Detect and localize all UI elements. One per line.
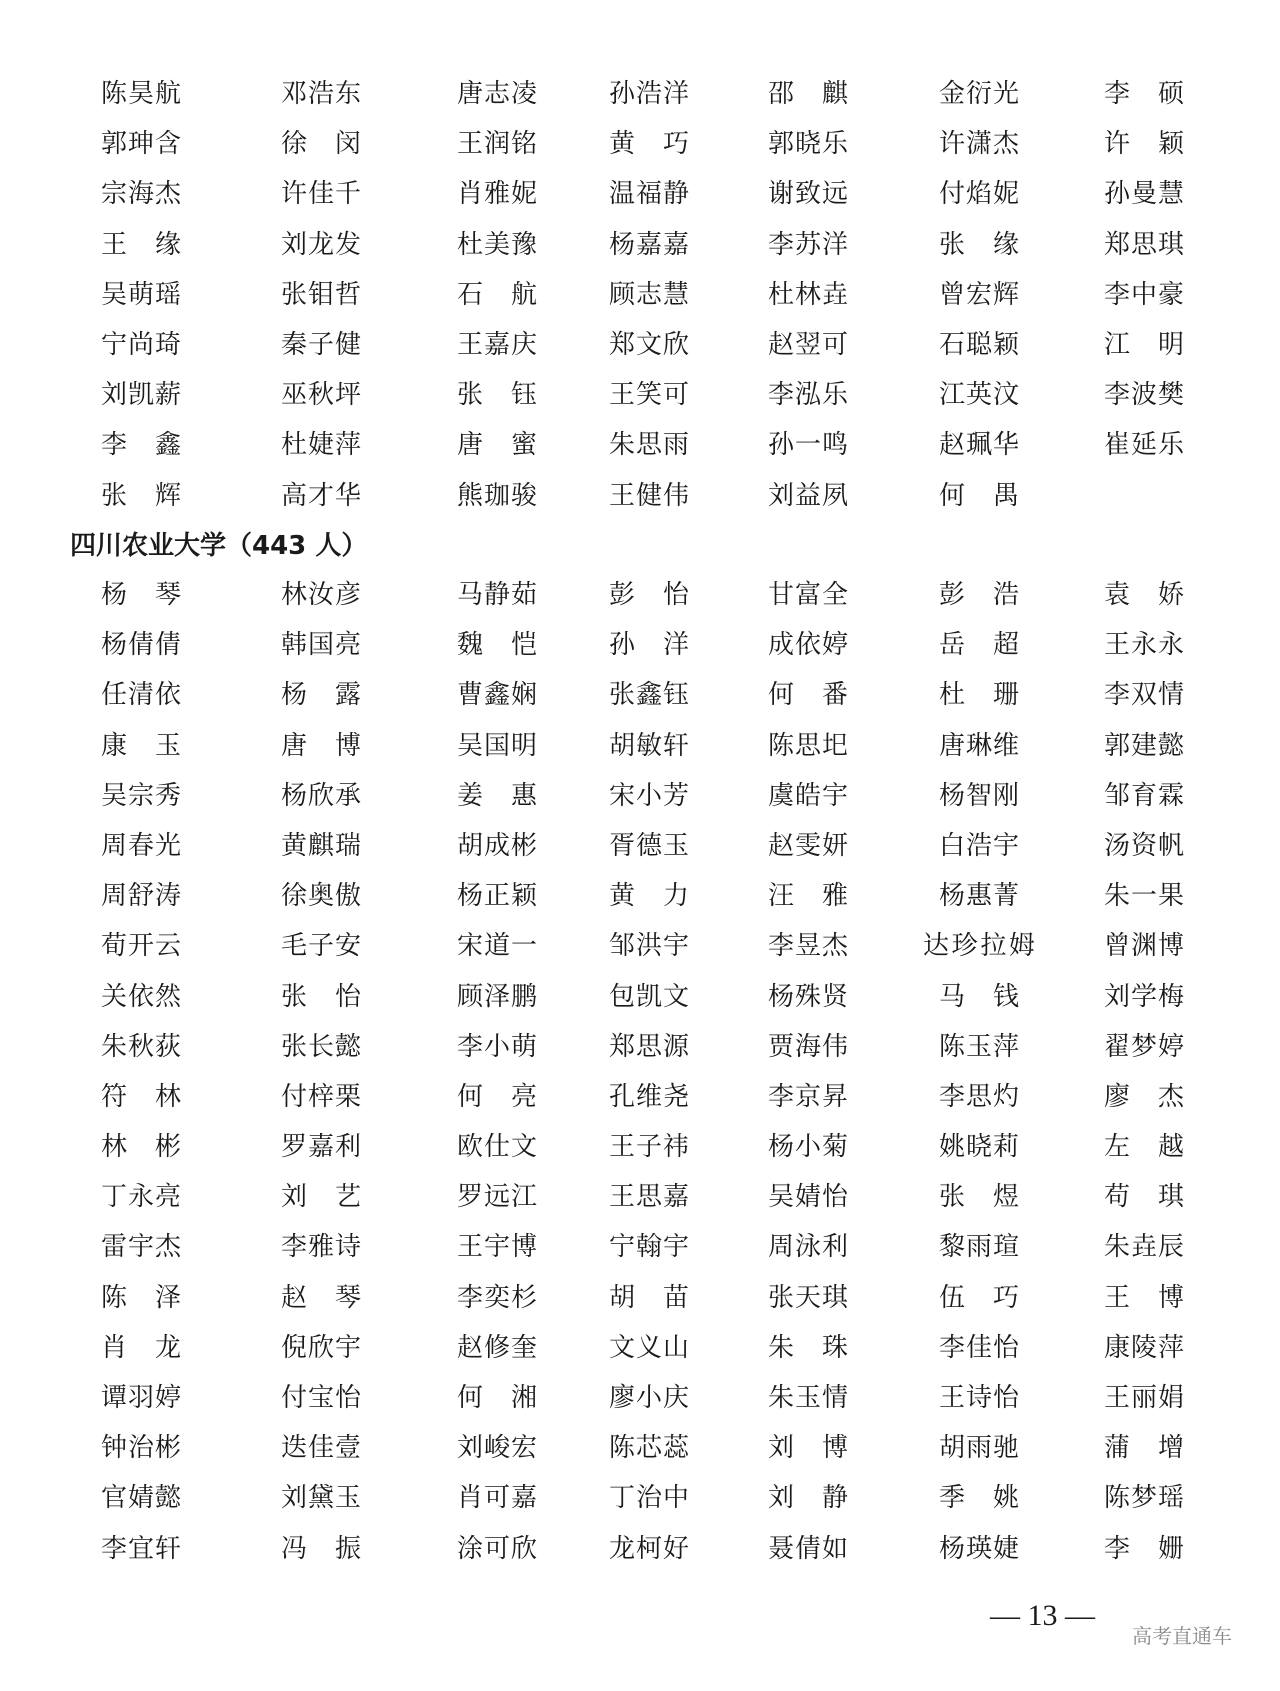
student-name: 周春光 bbox=[101, 830, 181, 860]
student-name: 张煜 bbox=[939, 1182, 1019, 1212]
name-row bbox=[0, 1179, 1280, 1229]
student-name: 曾宏辉 bbox=[939, 279, 1019, 309]
student-name: 王博 bbox=[1104, 1282, 1184, 1312]
student-name: 官婧懿 bbox=[101, 1483, 181, 1513]
name-row bbox=[0, 1280, 1280, 1330]
student-name: 付宝怡 bbox=[281, 1383, 361, 1412]
student-name: 张鑫钰 bbox=[609, 680, 689, 710]
student-name: 杜珊 bbox=[939, 680, 1019, 710]
student-name: 徐闵 bbox=[281, 129, 361, 159]
student-name: 顾泽鹏 bbox=[457, 981, 537, 1011]
student-name: 谢致远 bbox=[768, 179, 848, 209]
student-name: 汪雅 bbox=[768, 881, 848, 911]
student-name: 孙曼慧 bbox=[1104, 179, 1184, 209]
student-name: 廖小庆 bbox=[609, 1383, 689, 1412]
name-row bbox=[0, 1029, 1280, 1079]
student-name: 陈昊航 bbox=[101, 79, 181, 108]
student-name: 罗远江 bbox=[457, 1182, 537, 1212]
student-name: 张天琪 bbox=[768, 1282, 848, 1312]
student-name: 秦子健 bbox=[281, 329, 361, 359]
student-name: 刘学梅 bbox=[1104, 981, 1184, 1011]
name-row bbox=[0, 1330, 1280, 1380]
name-row bbox=[0, 1229, 1280, 1279]
student-name: 赵琴 bbox=[281, 1282, 361, 1312]
student-name: 马钱 bbox=[939, 981, 1019, 1011]
student-name: 杨嘉嘉 bbox=[609, 229, 689, 259]
student-name: 荀开云 bbox=[101, 931, 181, 961]
student-name: 苟琪 bbox=[1104, 1182, 1184, 1212]
student-name: 任清依 bbox=[101, 680, 181, 710]
student-name: 贾海伟 bbox=[768, 1031, 848, 1061]
name-row bbox=[0, 76, 1280, 126]
student-name: 陈梦瑶 bbox=[1104, 1483, 1184, 1513]
student-name: 丁永亮 bbox=[101, 1182, 181, 1212]
student-name: 孔维尧 bbox=[609, 1081, 689, 1111]
student-name: 左越 bbox=[1104, 1132, 1184, 1162]
student-name: 虞皓宇 bbox=[768, 780, 848, 810]
student-name: 朱秋荻 bbox=[101, 1031, 181, 1061]
student-name: 李波樊 bbox=[1104, 380, 1184, 410]
student-name: 巫秋坪 bbox=[281, 380, 361, 410]
name-row bbox=[0, 577, 1280, 627]
student-name: 丁治中 bbox=[609, 1483, 689, 1513]
student-name: 刘艺 bbox=[281, 1182, 361, 1212]
student-name: 刘黛玉 bbox=[281, 1483, 361, 1513]
student-name: 吴婧怡 bbox=[768, 1182, 848, 1212]
student-name: 徐奥傲 bbox=[281, 881, 361, 911]
name-row bbox=[0, 277, 1280, 327]
student-name: 唐博 bbox=[281, 730, 361, 760]
name-row bbox=[0, 227, 1280, 277]
student-name: 胡成彬 bbox=[457, 830, 537, 860]
student-name: 陈芯蕊 bbox=[609, 1433, 689, 1463]
student-name: 符林 bbox=[101, 1081, 181, 1111]
student-name: 朱思雨 bbox=[609, 430, 689, 460]
student-name: 吴萌瑶 bbox=[101, 279, 181, 309]
student-name: 李姗 bbox=[1104, 1533, 1184, 1563]
student-name: 唐蜜 bbox=[457, 430, 537, 460]
name-row bbox=[0, 778, 1280, 828]
student-name: 包凯文 bbox=[609, 981, 689, 1011]
student-name: 朱珠 bbox=[768, 1332, 848, 1362]
name-row bbox=[0, 627, 1280, 677]
student-name: 王诗怡 bbox=[939, 1383, 1019, 1412]
student-name: 吴宗秀 bbox=[101, 780, 181, 810]
student-name: 朱玉情 bbox=[768, 1383, 848, 1412]
student-name: 关依然 bbox=[101, 981, 181, 1011]
name-row bbox=[0, 979, 1280, 1029]
student-name: 涂可欣 bbox=[457, 1533, 537, 1563]
student-name: 欧仕文 bbox=[457, 1132, 537, 1162]
name-row bbox=[0, 1129, 1280, 1179]
student-name: 宋小芳 bbox=[609, 780, 689, 810]
student-name: 胥德玉 bbox=[609, 830, 689, 860]
name-row bbox=[0, 828, 1280, 878]
student-name: 宁尚琦 bbox=[101, 329, 181, 359]
student-name: 姚晓莉 bbox=[939, 1132, 1019, 1162]
student-name: 李宜轩 bbox=[101, 1533, 181, 1563]
student-name: 毛子安 bbox=[281, 931, 361, 961]
student-name: 顾志慧 bbox=[609, 279, 689, 309]
student-name: 王嘉庆 bbox=[457, 329, 537, 359]
student-name: 李奕杉 bbox=[457, 1282, 537, 1312]
student-name: 彭浩 bbox=[939, 580, 1019, 609]
student-name: 金衍光 bbox=[939, 79, 1019, 108]
student-name: 李中豪 bbox=[1104, 279, 1184, 309]
student-name: 王笑可 bbox=[609, 380, 689, 410]
student-name: 韩国亮 bbox=[281, 630, 361, 660]
name-row bbox=[0, 126, 1280, 176]
student-name: 林汝彦 bbox=[281, 580, 361, 609]
student-name: 王永永 bbox=[1104, 630, 1184, 660]
student-name: 杨小菊 bbox=[768, 1132, 848, 1162]
student-name: 郭建懿 bbox=[1104, 730, 1184, 760]
student-name: 曾渊博 bbox=[1104, 931, 1184, 961]
student-name: 王思嘉 bbox=[609, 1182, 689, 1212]
name-row bbox=[0, 928, 1280, 978]
student-name: 杨正颖 bbox=[457, 881, 537, 911]
student-name: 白浩宇 bbox=[939, 830, 1019, 860]
student-name: 李双情 bbox=[1104, 680, 1184, 710]
student-name: 杨智刚 bbox=[939, 780, 1019, 810]
student-name: 付焰妮 bbox=[939, 179, 1019, 209]
student-name: 陈思圯 bbox=[768, 730, 848, 760]
student-name: 何禺 bbox=[939, 480, 1019, 510]
student-name: 李佳怡 bbox=[939, 1332, 1019, 1362]
student-name: 江明 bbox=[1104, 329, 1184, 359]
student-name: 杨倩倩 bbox=[101, 630, 181, 660]
student-name: 聂倩如 bbox=[768, 1533, 848, 1563]
name-row bbox=[0, 1380, 1280, 1430]
student-name: 周舒涛 bbox=[101, 881, 181, 911]
student-name: 倪欣宇 bbox=[281, 1332, 361, 1362]
student-name: 甘富全 bbox=[768, 580, 848, 609]
student-name: 陈泽 bbox=[101, 1282, 181, 1312]
student-name: 杜林垚 bbox=[768, 279, 848, 309]
student-name: 温福静 bbox=[609, 179, 689, 209]
student-name: 李雅诗 bbox=[281, 1232, 361, 1262]
student-name: 林彬 bbox=[101, 1132, 181, 1162]
student-name: 熊珈骏 bbox=[457, 480, 537, 510]
student-name: 许潇杰 bbox=[939, 129, 1019, 159]
student-name: 翟梦婷 bbox=[1104, 1031, 1184, 1061]
student-name: 郭晓乐 bbox=[768, 129, 848, 159]
student-name: 刘静 bbox=[768, 1483, 848, 1513]
student-name: 邓浩东 bbox=[281, 79, 361, 108]
student-name: 姜惠 bbox=[457, 780, 537, 810]
student-name: 谭羽婷 bbox=[101, 1383, 181, 1412]
student-name: 杜婕萍 bbox=[281, 430, 361, 460]
student-name: 王润铭 bbox=[457, 129, 537, 159]
student-name: 彭怡 bbox=[609, 580, 689, 609]
student-name: 钟治彬 bbox=[101, 1433, 181, 1463]
student-name: 孙洋 bbox=[609, 630, 689, 660]
student-name: 杨惠菁 bbox=[939, 881, 1019, 911]
student-name: 达珍拉姆 bbox=[923, 931, 1035, 961]
student-name: 黄巧 bbox=[609, 129, 689, 159]
student-name: 马静茹 bbox=[457, 580, 537, 609]
student-name: 成依婷 bbox=[768, 630, 848, 660]
name-row bbox=[0, 1480, 1280, 1530]
page-number: — 13 — bbox=[990, 1599, 1095, 1632]
name-row bbox=[0, 427, 1280, 477]
student-name: 李小萌 bbox=[457, 1031, 537, 1061]
student-name: 王子祎 bbox=[609, 1132, 689, 1162]
student-name: 许颖 bbox=[1104, 129, 1184, 159]
student-name: 曹鑫娴 bbox=[457, 680, 537, 710]
student-name: 郑思琪 bbox=[1104, 229, 1184, 259]
student-name: 胡雨驰 bbox=[939, 1433, 1019, 1463]
name-row bbox=[0, 478, 1280, 528]
name-row bbox=[0, 677, 1280, 727]
student-name: 江英汶 bbox=[939, 380, 1019, 410]
student-name: 汤资帆 bbox=[1104, 830, 1184, 860]
student-name: 孙浩洋 bbox=[609, 79, 689, 108]
student-name: 肖龙 bbox=[101, 1332, 181, 1362]
student-name: 胡苗 bbox=[609, 1282, 689, 1312]
student-name: 杨瑛婕 bbox=[939, 1533, 1019, 1563]
name-row bbox=[0, 377, 1280, 427]
name-row bbox=[0, 1079, 1280, 1129]
student-name: 黎雨瑄 bbox=[939, 1232, 1019, 1262]
student-name: 李京昇 bbox=[768, 1081, 848, 1111]
student-name: 王缘 bbox=[101, 229, 181, 259]
student-name: 李昱杰 bbox=[768, 931, 848, 961]
student-name: 宁翰宇 bbox=[609, 1232, 689, 1262]
student-name: 康玉 bbox=[101, 730, 181, 760]
student-name: 崔延乐 bbox=[1104, 430, 1184, 460]
student-name: 吴国明 bbox=[457, 730, 537, 760]
student-name: 袁娇 bbox=[1104, 580, 1184, 609]
name-list-section-2 bbox=[0, 577, 1280, 1581]
student-name: 康陵萍 bbox=[1104, 1332, 1184, 1362]
student-name: 赵翌可 bbox=[768, 329, 848, 359]
student-name: 肖可嘉 bbox=[457, 1483, 537, 1513]
student-name: 郭珅含 bbox=[101, 129, 181, 159]
student-name: 朱一果 bbox=[1104, 881, 1184, 911]
student-name: 杨露 bbox=[281, 680, 361, 710]
student-name: 刘峻宏 bbox=[457, 1433, 537, 1463]
student-name: 张缘 bbox=[939, 229, 1019, 259]
student-name: 冯振 bbox=[281, 1533, 361, 1563]
student-name: 何湘 bbox=[457, 1383, 537, 1412]
student-name: 何亮 bbox=[457, 1081, 537, 1111]
student-name: 张辉 bbox=[101, 480, 181, 510]
student-name: 赵修奎 bbox=[457, 1332, 537, 1362]
student-name: 孙一鸣 bbox=[768, 430, 848, 460]
student-name: 张钰 bbox=[457, 380, 537, 410]
name-row bbox=[0, 327, 1280, 377]
student-name: 杨欣承 bbox=[281, 780, 361, 810]
student-name: 胡敏轩 bbox=[609, 730, 689, 760]
student-name: 杨琴 bbox=[101, 580, 181, 609]
student-name: 赵珮华 bbox=[939, 430, 1019, 460]
student-name: 邹育霖 bbox=[1104, 780, 1184, 810]
student-name: 刘龙发 bbox=[281, 229, 361, 259]
student-name: 刘博 bbox=[768, 1433, 848, 1463]
student-name: 宗海杰 bbox=[101, 179, 181, 209]
student-name: 许佳千 bbox=[281, 179, 361, 209]
student-name: 李苏洋 bbox=[768, 229, 848, 259]
student-name: 张钼哲 bbox=[281, 279, 361, 309]
student-name: 郑文欣 bbox=[609, 329, 689, 359]
student-name: 邵麒 bbox=[768, 79, 848, 108]
student-name: 黄麒瑞 bbox=[281, 830, 361, 860]
student-name: 李硕 bbox=[1104, 79, 1184, 108]
student-name: 刘益夙 bbox=[768, 480, 848, 510]
student-name: 杨殊贤 bbox=[768, 981, 848, 1011]
student-name: 石航 bbox=[457, 279, 537, 309]
name-row bbox=[0, 176, 1280, 226]
student-name: 石聪颖 bbox=[939, 329, 1019, 359]
student-name: 李鑫 bbox=[101, 430, 181, 460]
name-row bbox=[0, 1531, 1280, 1581]
student-name: 王健伟 bbox=[609, 480, 689, 510]
name-list-section-1 bbox=[0, 76, 1280, 528]
student-name: 王丽娟 bbox=[1104, 1383, 1184, 1412]
student-name: 付梓栗 bbox=[281, 1081, 361, 1111]
student-name: 文义山 bbox=[609, 1332, 689, 1362]
student-name: 迭佳壹 bbox=[281, 1433, 361, 1463]
student-name: 郑思源 bbox=[609, 1031, 689, 1061]
student-name: 廖杰 bbox=[1104, 1081, 1184, 1111]
student-name: 雷宇杰 bbox=[101, 1232, 181, 1262]
student-name: 朱垚辰 bbox=[1104, 1232, 1184, 1262]
student-name: 黄力 bbox=[609, 881, 689, 911]
student-name: 唐琳维 bbox=[939, 730, 1019, 760]
name-row bbox=[0, 878, 1280, 928]
student-name: 罗嘉利 bbox=[281, 1132, 361, 1162]
section-heading: 四川农业大学（443 人） bbox=[70, 531, 368, 561]
student-name: 杜美豫 bbox=[457, 229, 537, 259]
student-name: 王宇博 bbox=[457, 1232, 537, 1262]
student-name: 赵雯妍 bbox=[768, 830, 848, 860]
watermark: 高考直通车 bbox=[1132, 1624, 1232, 1648]
student-name: 伍巧 bbox=[939, 1282, 1019, 1312]
name-row bbox=[0, 1430, 1280, 1480]
student-name: 龙柯好 bbox=[609, 1533, 689, 1563]
student-name: 何番 bbox=[768, 680, 848, 710]
student-name: 李泓乐 bbox=[768, 380, 848, 410]
student-name: 唐志凌 bbox=[457, 79, 537, 108]
student-name: 岳超 bbox=[939, 630, 1019, 660]
student-name: 肖雅妮 bbox=[457, 179, 537, 209]
student-name: 周泳利 bbox=[768, 1232, 848, 1262]
student-name: 邹洪宇 bbox=[609, 931, 689, 961]
name-row bbox=[0, 728, 1280, 778]
student-name: 宋道一 bbox=[457, 931, 537, 961]
student-name: 高才华 bbox=[281, 480, 361, 510]
student-name: 刘凯薪 bbox=[101, 380, 181, 410]
student-name: 李思灼 bbox=[939, 1081, 1019, 1111]
student-name: 季姚 bbox=[939, 1483, 1019, 1513]
student-name: 陈玉萍 bbox=[939, 1031, 1019, 1061]
student-name: 张长懿 bbox=[281, 1031, 361, 1061]
student-name: 蒲增 bbox=[1104, 1433, 1184, 1463]
student-name: 张怡 bbox=[281, 981, 361, 1011]
student-name: 魏恺 bbox=[457, 630, 537, 660]
